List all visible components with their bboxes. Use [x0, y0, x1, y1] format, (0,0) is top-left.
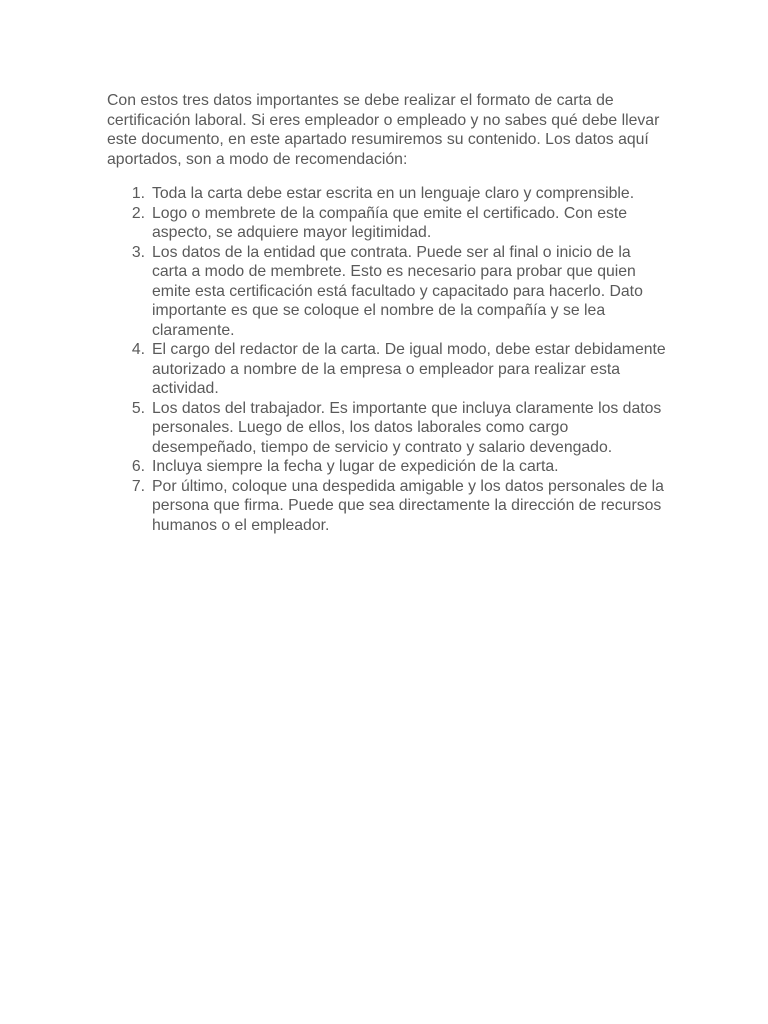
- list-item: [107, 399, 667, 458]
- list-item-number: 3.: [131, 243, 145, 261]
- list-item: [107, 184, 667, 204]
- list-item: [107, 457, 667, 477]
- list-item-number: 5.: [131, 399, 145, 417]
- list-item-text: Incluya siempre la fecha y lugar de expedición de la carta.: [152, 458, 559, 475]
- list-item-number: 7.: [131, 477, 145, 495]
- list-item: [107, 243, 667, 341]
- list-item-text: Toda la carta debe estar escrita en un lenguaje claro y comprensible.: [152, 185, 635, 202]
- recommendations-list: [107, 184, 667, 535]
- list-item-number: 1.: [131, 185, 145, 202]
- list-item-number: 2.: [131, 204, 145, 222]
- intro-paragraph: Con estos tres datos importantes se debe realizar el formato de carta de certificación laboral. Si eres empleador o empleado y no sabes qué debe llevar este documento, en este apartado resumiremos su contenido. Los datos aquí aportados, son a modo de recomendación:: [107, 92, 660, 168]
- list-item-text: Logo o membrete de la compañía que emite el certificado. Con este aspecto, se adquiere mayor legitimidad.: [152, 204, 628, 241]
- document-page: [107, 91, 667, 535]
- list-item: [107, 204, 667, 243]
- list-item-text: El cargo del redactor de la carta. De igual modo, debe estar debidamente autorizado a nombre de la empresa o empleador para realizar esta actividad.: [152, 341, 666, 397]
- list-item-text: Por último, coloque una despedida amigable y los datos personales de la persona que firma. Puede que sea directamente la dirección de recursos humanos o el empleador.: [152, 477, 664, 534]
- list-item: [107, 340, 667, 399]
- list-item-text: Los datos de la entidad que contrata. Puede ser al final o inicio de la carta a modo de membrete. Esto es necesario para probar que quien emite esta certificación está facultado y capacitado para hacerlo. Dato importante es que se coloque el nombre de la compañía y se lea claramente.: [152, 243, 643, 339]
- list-item: [107, 477, 667, 536]
- list-item-text: Los datos del trabajador. Es importante que incluya claramente los datos personales. Luego de ellos, los datos laborales como cargo desempeñado, tiempo de servicio y contrato y salario devengado.: [152, 399, 662, 456]
- list-item-number: 6.: [131, 458, 145, 475]
- list-item-number: 4.: [131, 341, 145, 358]
